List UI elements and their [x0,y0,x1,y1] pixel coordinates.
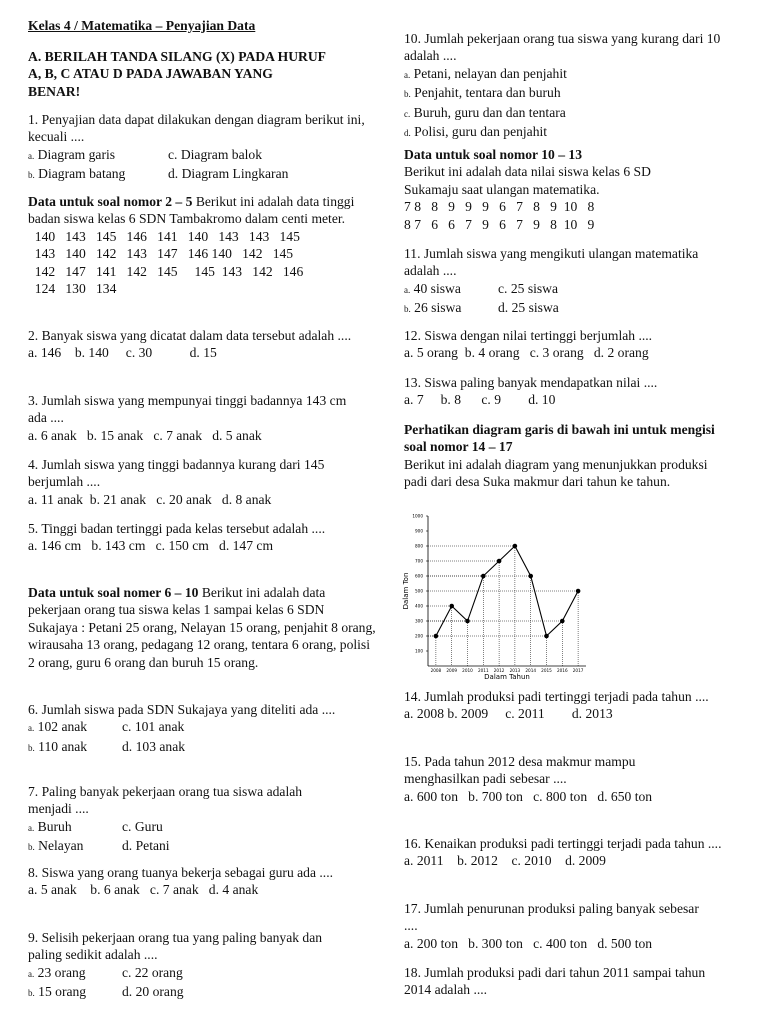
question-13-options[interactable]: a. 7 b. 8 c. 9 d. 10 [404,392,556,408]
option-letter: a. [28,723,35,734]
x-tick-label: 2017 [572,668,584,673]
option-c[interactable]: c. 22 orang [122,964,183,980]
x-tick-label: 2014 [525,668,537,673]
option-letter: a. [404,69,411,80]
question-3 [28,392,368,444]
option-a[interactable]: 23 orang [37,964,86,980]
score-data-row: 8 7 6 6 7 9 6 7 9 8 10 9 [404,216,595,232]
height-data-row: 143 140 142 143 147 146 140 142 145 [28,246,294,262]
instruction: A. BERILAH TANDA SILANG (X) PADA HURUF A, B, C ATAU D PADA JAWABAN YANG BENAR! [28,49,326,99]
y-tick-label: 800 [415,543,423,549]
option-letter: b. [28,742,35,753]
question-8-text: 8. Siswa yang orang tuanya bekerja sebagai guru ada .... [28,865,334,880]
question-4-options[interactable]: a. 11 anak b. 21 anak c. 20 anak d. 8 anak [28,491,272,507]
data-point [465,619,470,624]
option-c[interactable]: Buruh, guru dan dan tentara [413,104,566,120]
x-tick-label: 2013 [509,668,521,673]
data-description: Berikut ini adalah diagram yang menunjukkan produksi padi dari desa Suka makmur dari tahun ke tahun. [404,456,708,490]
question-13-text: 13. Siswa paling banyak mendapatkan nilai .... [404,375,658,390]
option-b[interactable]: Nelayan [38,838,84,854]
x-tick-label: 2015 [541,668,552,673]
y-tick-label: 1000 [412,513,423,519]
question-1-text: 1. Penyajian data dapat dilakukan dengan diagram berikut ini, kecuali .... [28,112,365,145]
data-point [497,559,502,564]
data-heading: Data untuk soal nomor 10 – 13 [404,147,583,162]
question-9-text: 9. Selisih pekerjaan orang tua yang paling banyak dan paling sedikit adalah .... [28,930,323,963]
option-d[interactable]: d. 25 siswa [498,300,559,316]
option-d[interactable]: Polisi, guru dan penjahit [414,124,548,140]
rice-production-line-chart [398,508,598,680]
data-heading: Data untuk soal nomor 2 – 5 [28,194,193,209]
y-tick-label: 100 [415,648,423,654]
option-b[interactable]: Diagram batang [38,166,126,182]
question-14-options[interactable]: a. 2008 b. 2009 c. 2011 d. 2013 [404,706,613,722]
option-letter: d. [404,128,411,139]
height-data-row: 124 130 134 [28,281,117,297]
height-data-row: 140 143 145 146 141 140 143 143 145 [28,228,300,244]
question-11-text: 11. Jumlah siswa yang mengikuti ulangan matematika adalah .... [404,246,699,279]
option-letter: a. [28,822,35,833]
score-data-row: 7 8 8 9 9 9 6 7 8 9 10 8 [404,199,595,215]
question-8-options[interactable]: a. 5 anak b. 6 anak c. 7 anak d. 4 anak [28,882,259,898]
question-7 [28,783,348,857]
question-17 [404,900,704,952]
option-b[interactable]: 110 anak [38,738,88,754]
question-5-options[interactable]: a. 146 cm b. 143 cm c. 150 cm d. 147 cm [28,538,274,554]
option-letter: c. [404,108,411,119]
data-point [576,589,581,594]
y-tick-label: 700 [415,558,423,564]
x-tick-label: 2008 [430,668,442,673]
y-tick-label: 500 [415,588,423,594]
x-tick-label: 2011 [477,668,489,673]
data-block-2-5 [28,193,368,297]
option-letter: b. [404,89,411,100]
height-data-row: 142 147 141 142 145 145 143 142 146 [28,263,304,279]
question-11 [404,245,704,319]
option-c[interactable]: c. Guru [122,818,163,834]
question-2-text: 2. Banyak siswa yang dicatat dalam data tersebut adalah .... [28,328,352,343]
question-8 [28,864,338,899]
data-block-6-10 [28,584,376,671]
option-d[interactable]: d. Petani [122,838,170,854]
data-heading: Perhatikan diagram garis di bawah ini untuk mengisi soal nomor 14 – 17 [404,422,715,455]
option-letter: b. [28,988,35,999]
option-letter: a. [28,968,35,979]
option-b[interactable]: Penjahit, tentara dan buruh [414,85,561,101]
y-tick-label: 400 [415,603,423,609]
option-letter: b. [28,170,35,181]
y-tick-label: 900 [415,528,423,534]
question-16 [404,835,724,870]
question-13 [404,374,744,409]
question-18 [404,964,724,999]
question-9 [28,929,348,1003]
question-12 [404,327,752,362]
data-description: Berikut ini adalah data pekerjaan orang tua siswa kelas 1 sampai kelas 6 SDN Sukajaya : Petani 25 orang, Nelayan 15 orang, penjahit 8 orang, wirausaha 13 orang, pedagang 12 orang, tentara 6 orang, polisi 2 orang, guru 6 orang dan buruh 15 orang. [28,585,376,670]
y-tick-label: 300 [415,618,423,624]
y-axis-label: Dalam Ton [402,572,410,610]
option-d[interactable]: d. 103 anak [122,738,186,754]
question-4 [28,456,358,508]
worksheet-header: Kelas 4 / Matematika – Penyajian Data [28,18,256,33]
data-point [528,574,533,579]
question-3-options[interactable]: a. 6 anak b. 15 anak c. 7 anak d. 5 anak [28,427,262,443]
data-point [513,544,518,549]
question-18-text: 18. Jumlah produksi padi dari tahun 2011 sampai tahun 2014 adalah .... [404,965,706,998]
option-letter: a. [404,284,411,295]
question-3-text: 3. Jumlah siswa yang mempunyai tinggi badannya 143 cm ada .... [28,393,347,426]
question-14-text: 14. Jumlah produksi padi tertinggi terjadi pada tahun .... [404,689,709,704]
question-6 [28,701,368,757]
question-10 [404,30,734,142]
option-letter: b. [404,304,411,315]
option-c[interactable]: c. 101 anak [122,719,185,735]
question-5 [28,520,328,555]
option-d[interactable]: d. 20 orang [122,984,184,1000]
question-12-text: 12. Siswa dengan nilai tertinggi berjumlah .... [404,328,653,343]
data-block-14-17 [404,421,734,491]
question-7-text: 7. Paling banyak pekerjaan orang tua siswa adalah menjadi .... [28,784,303,817]
y-tick-label: 200 [415,633,423,639]
question-5-text: 5. Tinggi badan tertinggi pada kelas tersebut adalah .... [28,521,326,536]
question-6-text: 6. Jumlah siswa pada SDN Sukajaya yang diteliti ada .... [28,702,336,717]
option-a[interactable]: 102 anak [37,719,88,735]
question-15 [404,753,684,805]
option-letter: b. [28,842,35,853]
question-15-options[interactable]: a. 600 ton b. 700 ton c. 800 ton d. 650 ton [404,788,653,804]
option-a[interactable]: Petani, nelayan dan penjahit [413,65,567,81]
question-15-text: 15. Pada tahun 2012 desa makmur mampu menghasilkan padi sebesar .... [404,754,636,787]
question-2 [28,327,358,362]
question-17-options[interactable]: a. 200 ton b. 300 ton c. 400 ton d. 500 ton [404,935,653,951]
data-block-10-13 [404,146,704,233]
data-point [560,619,565,624]
data-heading: Data untuk soal nomer 6 – 10 [28,585,199,600]
data-point [449,604,454,609]
data-description: Berikut ini adalah data nilai siswa kelas 6 SD Sukamaju saat ulangan matematika. [404,164,651,197]
option-a[interactable]: Buruh [37,818,72,834]
question-1 [28,111,380,185]
option-b[interactable]: 15 orang [38,984,87,1000]
data-description: Berikut ini adalah data tinggi badan siswa kelas 6 SDN Tambakromo dalam centi meter. [28,194,355,227]
y-tick-label: 600 [415,573,423,579]
x-tick-label: 2016 [556,668,568,673]
question-17-text: 17. Jumlah penurunan produksi paling banyak sebesar .... [404,901,699,934]
data-point [544,634,549,639]
question-16-text: 16. Kenaikan produksi padi tertinggi terjadi pada tahun .... [404,836,722,851]
x-axis-label: Dalam Tahun [484,673,530,680]
question-14 [404,688,714,723]
option-letter: a. [28,150,35,161]
question-12-options[interactable]: a. 5 orang b. 4 orang c. 3 orang d. 2 orang [404,345,649,361]
option-a[interactable]: 40 siswa [413,280,461,296]
question-2-options[interactable]: a. 146 b. 140 c. 30 d. 15 [28,345,217,361]
x-tick-label: 2009 [446,668,458,673]
option-a[interactable]: Diagram garis [37,146,116,162]
option-d[interactable]: d. Diagram Lingkaran [168,166,289,182]
data-point [481,574,486,579]
question-4-text: 4. Jumlah siswa yang tinggi badannya kurang dari 145 berjumlah .... [28,457,325,490]
x-tick-label: 2010 [462,668,473,673]
question-10-text: 10. Jumlah pekerjaan orang tua siswa yang kurang dari 10 adalah .... [404,31,721,64]
data-point [434,634,439,639]
question-16-options[interactable]: a. 2011 b. 2012 c. 2010 d. 2009 [404,853,606,869]
option-c[interactable]: c. Diagram balok [168,146,262,162]
x-tick-label: 2012 [493,668,505,673]
option-c[interactable]: c. 25 siswa [498,280,559,296]
option-b[interactable]: 26 siswa [414,300,462,316]
